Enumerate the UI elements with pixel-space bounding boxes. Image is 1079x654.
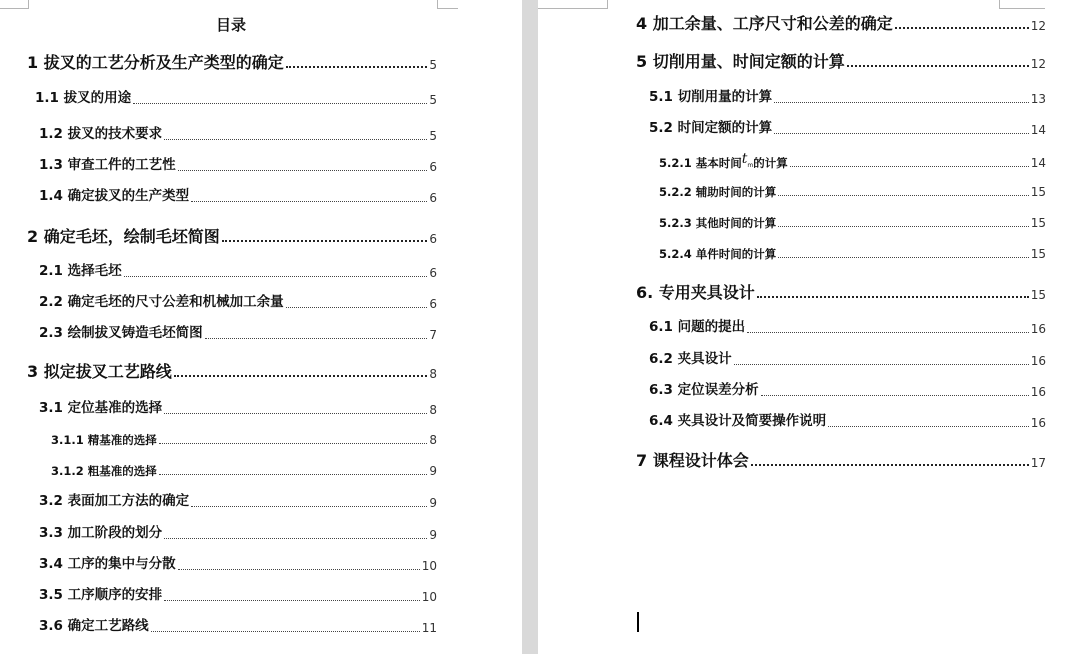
toc-entry-label: 1.2 拔叉的技术要求 xyxy=(39,126,163,142)
toc-entry[interactable] xyxy=(39,495,437,509)
toc-entry-label: 5.2.4 单件时间的计算 xyxy=(659,246,777,261)
toc-leader-dots xyxy=(734,364,1029,365)
toc-page-number: 14 xyxy=(1030,156,1046,170)
toc-entry-label: 2.3 绘制拔叉铸造毛坯简图 xyxy=(39,325,203,341)
toc-leader-dots xyxy=(159,443,428,444)
toc-entry-label: 3.5 工序顺序的安排 xyxy=(39,587,163,603)
document-page-right xyxy=(538,0,1079,654)
toc-page-number: 6 xyxy=(429,190,437,205)
toc-entry[interactable] xyxy=(659,186,1046,198)
toc-entry[interactable] xyxy=(636,54,1046,70)
toc-entry[interactable] xyxy=(659,248,1046,260)
toc-entry-label: 5 切削用量、时间定额的计算 xyxy=(636,52,845,71)
toc-leader-dots xyxy=(164,600,420,601)
page-corner-mark xyxy=(538,0,608,9)
toc-page-number: 10 xyxy=(421,589,437,604)
toc-leader-dots xyxy=(751,464,1029,466)
toc-page-number: 15 xyxy=(1030,185,1046,199)
toc-leader-dots xyxy=(761,395,1029,396)
toc-leader-dots xyxy=(895,27,1029,29)
toc-entry[interactable] xyxy=(39,159,437,173)
toc-page-number: 12 xyxy=(1030,19,1046,33)
toc-entry-label: 6.1 问题的提出 xyxy=(649,319,746,335)
toc-entry[interactable] xyxy=(636,16,1046,32)
toc-entry[interactable] xyxy=(39,527,437,541)
toc-entry-label: 1.4 确定拔叉的生产类型 xyxy=(39,188,190,204)
math-variable: t xyxy=(741,151,748,167)
toc-page-number: 17 xyxy=(1030,456,1046,470)
toc-entry-label: 6.3 定位误差分析 xyxy=(649,382,759,398)
toc-page-number: 15 xyxy=(1030,288,1046,302)
toc-entry[interactable] xyxy=(39,558,437,572)
toc-leader-dots xyxy=(205,338,428,339)
toc-page-number: 9 xyxy=(429,527,437,542)
toc-leader-dots xyxy=(778,195,1028,196)
toc-page-number: 16 xyxy=(1030,321,1046,336)
toc-entry[interactable] xyxy=(649,415,1046,429)
toc-page-number: 9 xyxy=(429,464,437,478)
toc-entry-label: 3.2 表面加工方法的确定 xyxy=(39,493,190,509)
toc-leader-dots xyxy=(164,538,427,539)
toc-page-number: 6 xyxy=(429,296,437,311)
toc-entry-label: 5.2.2 辅助时间的计算 xyxy=(659,184,777,199)
toc-entry-label: 6.4 夹具设计及简要操作说明 xyxy=(649,413,827,429)
toc-leader-dots xyxy=(757,296,1029,298)
toc-page-number: 16 xyxy=(1030,415,1046,430)
toc-page-number: 14 xyxy=(1030,122,1046,137)
text-cursor xyxy=(637,612,639,632)
toc-entry[interactable] xyxy=(39,402,437,416)
toc-entry-label: 1.1 拔叉的用途 xyxy=(35,90,132,106)
toc-page-number: 5 xyxy=(429,92,437,107)
toc-entry[interactable] xyxy=(39,190,437,204)
toc-entry[interactable] xyxy=(39,589,437,603)
toc-entry[interactable] xyxy=(39,296,437,310)
toc-leader-dots xyxy=(159,474,428,475)
math-subscript: m xyxy=(747,162,754,169)
toc-leader-dots xyxy=(191,201,427,202)
toc-entry-label: 6. 专用夹具设计 xyxy=(636,283,755,302)
toc-entry[interactable] xyxy=(39,327,437,341)
toc-leader-dots xyxy=(774,102,1029,103)
toc-entry[interactable] xyxy=(649,91,1046,105)
toc-entry[interactable] xyxy=(659,217,1046,229)
toc-title: 目录 xyxy=(215,16,246,34)
toc-page-number: 6 xyxy=(429,232,437,246)
toc-entry[interactable] xyxy=(636,285,1046,301)
toc-entry[interactable] xyxy=(51,434,437,446)
toc-page-number: 7 xyxy=(429,327,437,342)
toc-entry[interactable] xyxy=(649,384,1046,398)
toc-page-number: 6 xyxy=(429,159,437,174)
toc-page-number: 5 xyxy=(429,58,437,72)
toc-leader-dots xyxy=(222,240,428,242)
toc-entry-label: 7 课程设计体会 xyxy=(636,451,749,470)
toc-entry-label: 2.2 确定毛坯的尺寸公差和机械加工余量 xyxy=(39,294,284,310)
toc-page-number: 15 xyxy=(1030,247,1046,261)
toc-leader-dots xyxy=(774,133,1029,134)
toc-page-number: 15 xyxy=(1030,216,1046,230)
toc-entry-label: 6.2 夹具设计 xyxy=(649,351,732,367)
toc-entry[interactable] xyxy=(649,321,1046,335)
toc-entry[interactable] xyxy=(39,265,437,279)
toc-page-number: 9 xyxy=(429,495,437,510)
toc-page-number: 8 xyxy=(429,367,437,381)
toc-entry-label: 1 拔叉的工艺分析及生产类型的确定 xyxy=(27,53,284,72)
toc-entry-label: 3.3 加工阶段的划分 xyxy=(39,525,163,541)
toc-entry[interactable] xyxy=(35,92,437,106)
toc-entry-label: 3 拟定拔叉工艺路线 xyxy=(27,362,172,381)
toc-leader-dots xyxy=(778,257,1028,258)
toc-entry-label: 3.4 工序的集中与分散 xyxy=(39,556,176,572)
toc-entry[interactable] xyxy=(51,465,437,477)
toc-leader-dots xyxy=(164,139,427,140)
toc-entry-label: 2 确定毛坯，绘制毛坯简图 xyxy=(27,227,220,246)
toc-leader-dots xyxy=(191,506,427,507)
toc-page-number: 16 xyxy=(1030,353,1046,368)
toc-page-number: 6 xyxy=(429,265,437,280)
toc-leader-dots xyxy=(828,426,1029,427)
toc-entry[interactable] xyxy=(39,620,437,634)
toc-entry-label: 3.1.1 精基准的选择 xyxy=(51,432,157,447)
toc-entry[interactable] xyxy=(27,229,437,245)
toc-page-number: 8 xyxy=(429,433,437,447)
toc-leader-dots xyxy=(178,170,428,171)
toc-page-number: 13 xyxy=(1030,91,1046,106)
page-corner-mark xyxy=(999,0,1045,9)
toc-page-number: 8 xyxy=(429,402,437,417)
toc-entry-label: 3.1.2 粗基准的选择 xyxy=(51,463,157,478)
toc-entry[interactable] xyxy=(27,364,437,380)
toc-entry[interactable] xyxy=(649,353,1046,367)
toc-entry-label: 5.2.1 基本时间 xyxy=(659,155,742,170)
page-corner-mark xyxy=(437,0,458,9)
toc-leader-dots xyxy=(790,166,1029,167)
document-page-left xyxy=(0,0,522,654)
toc-entry-label: 5.1 切削用量的计算 xyxy=(649,89,773,105)
toc-leader-dots xyxy=(124,276,428,277)
toc-page-number: 12 xyxy=(1030,57,1046,71)
toc-entry-label: 3.1 定位基准的选择 xyxy=(39,400,163,416)
toc-leader-dots xyxy=(286,66,428,68)
toc-leader-dots xyxy=(133,103,427,104)
toc-entry[interactable] xyxy=(39,128,437,142)
toc-leader-dots xyxy=(747,332,1029,333)
toc-page-number: 11 xyxy=(421,620,437,635)
toc-entry-label: 5.2.3 其他时间的计算 xyxy=(659,215,777,230)
toc-leader-dots xyxy=(778,226,1028,227)
toc-leader-dots xyxy=(847,65,1029,67)
toc-entry[interactable] xyxy=(27,55,437,71)
toc-entry-label: 3.6 确定工艺路线 xyxy=(39,618,149,634)
toc-page-number: 5 xyxy=(429,128,437,143)
toc-entry-label: 1.3 审查工件的工艺性 xyxy=(39,157,176,173)
toc-leader-dots xyxy=(174,375,428,377)
toc-page-number: 10 xyxy=(421,558,437,573)
toc-entry[interactable] xyxy=(649,122,1046,136)
toc-leader-dots xyxy=(178,569,420,570)
toc-page-number: 16 xyxy=(1030,384,1046,399)
toc-entry-label-suffix: 的计算 xyxy=(753,155,788,170)
toc-leader-dots xyxy=(151,631,420,632)
toc-entry-label: 5.2 时间定额的计算 xyxy=(649,120,773,136)
toc-entry[interactable] xyxy=(636,453,1046,469)
toc-leader-dots xyxy=(164,413,427,414)
toc-leader-dots xyxy=(286,307,428,308)
toc-entry-label: 4 加工余量、工序尺寸和公差的确定 xyxy=(636,14,893,33)
toc-entry[interactable] xyxy=(659,151,1046,170)
page-corner-mark xyxy=(0,0,29,9)
toc-entry-label: 2.1 选择毛坯 xyxy=(39,263,122,279)
